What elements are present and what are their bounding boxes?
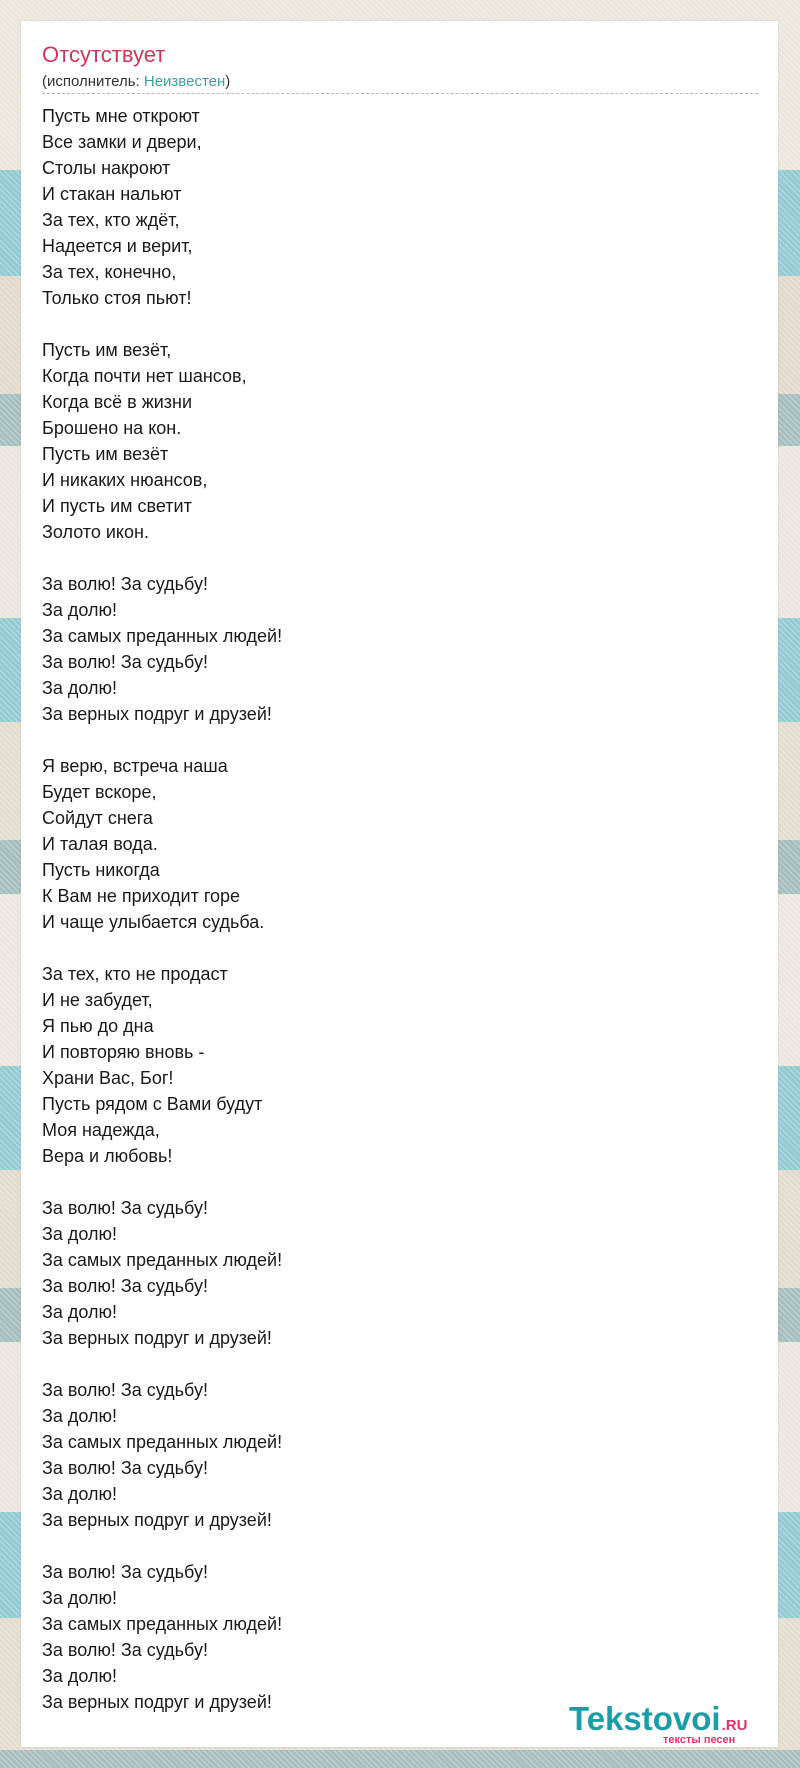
lyrics-stanza <box>42 1195 642 1351</box>
lyrics-line: За самых преданных людей! <box>42 1250 283 1270</box>
lyrics-stanza <box>42 1559 642 1715</box>
lyrics-line: Золото икон. <box>42 522 149 542</box>
lyrics-line: За верных подруг и друзей! <box>42 1692 272 1712</box>
lyrics-line: За самых преданных людей! <box>42 626 283 646</box>
artist-line <box>42 72 230 92</box>
lyrics-line: Столы накроют <box>42 158 171 178</box>
site-logo[interactable] <box>569 1701 759 1747</box>
logo-main-text: Tekstovoi <box>569 1700 721 1737</box>
lyrics-line: За волю! За судьбу! <box>42 1562 208 1582</box>
lyrics-line: За волю! За судьбу! <box>42 1276 208 1296</box>
lyrics-stanza <box>42 1377 642 1533</box>
lyrics-line: Моя надежда, <box>42 1120 160 1140</box>
lyrics-line: За волю! За судьбу! <box>42 1458 208 1478</box>
song-title: Отсутствует <box>42 42 166 67</box>
lyrics-stanza <box>42 337 642 545</box>
lyrics-line: За волю! За судьбу! <box>42 1640 208 1660</box>
title-divider <box>42 93 758 94</box>
lyrics-line: Храни Вас, Бог! <box>42 1068 174 1088</box>
lyrics-line: За самых преданных людей! <box>42 1432 283 1452</box>
lyrics-line: Вера и любовь! <box>42 1146 173 1166</box>
lyrics-line: За волю! За судьбу! <box>42 1198 208 1218</box>
logo-tagline: тексты песен <box>663 1734 736 1746</box>
lyrics-line: Я пью до дна <box>42 1016 154 1036</box>
lyrics-line: Пусть рядом с Вами будут <box>42 1094 263 1114</box>
lyrics-line: И не забудет, <box>42 990 153 1010</box>
lyrics-line: И стакан нальют <box>42 184 182 204</box>
lyrics-line: Только стоя пьют! <box>42 288 192 308</box>
lyrics-line: За верных подруг и друзей! <box>42 1510 272 1530</box>
lyrics-line: И чаще улыбается судьба. <box>42 912 265 932</box>
lyrics-line: И никаких нюансов, <box>42 470 208 490</box>
lyrics-line: Надеется и верит, <box>42 236 193 256</box>
lyrics-card <box>21 21 778 1747</box>
lyrics-line: За волю! За судьбу! <box>42 652 208 672</box>
lyrics-line: И повторяю вновь - <box>42 1042 205 1062</box>
lyrics-line: Пусть никогда <box>42 860 160 880</box>
lyrics-line: За тех, кто не продаст <box>42 964 228 984</box>
lyrics-line: Все замки и двери, <box>42 132 202 152</box>
lyrics-line: К Вам не приходит горе <box>42 886 241 906</box>
lyrics-line: За волю! За судьбу! <box>42 1380 208 1400</box>
lyrics-line: За тех, кто ждёт, <box>42 210 180 230</box>
lyrics-line: Пусть им везёт <box>42 444 169 464</box>
lyrics-stanza <box>42 753 642 935</box>
lyrics-line: За долю! <box>42 678 118 698</box>
lyrics-line: Сойдут снега <box>42 808 153 828</box>
lyrics-stanza <box>42 103 642 311</box>
lyrics-stanza <box>42 571 642 727</box>
lyrics-line: Я верю, встреча наша <box>42 756 228 776</box>
lyrics-line: За долю! <box>42 1302 118 1322</box>
lyrics-line: Когда всё в жизни <box>42 392 193 412</box>
lyrics-line: За верных подруг и друзей! <box>42 704 272 724</box>
artist-prefix: (исполнитель: <box>42 73 144 90</box>
lyrics-line: Пусть мне откроют <box>42 106 200 126</box>
lyrics-line: За самых преданных людей! <box>42 1614 283 1634</box>
lyrics-line: За долю! <box>42 1484 118 1504</box>
lyrics-line: За долю! <box>42 1224 118 1244</box>
lyrics-line: Брошено на кон. <box>42 418 182 438</box>
lyrics-line: За долю! <box>42 600 118 620</box>
logo-domain-suffix: .RU <box>721 1717 748 1734</box>
lyrics-line: За долю! <box>42 1406 118 1426</box>
lyrics-line: За верных подруг и друзей! <box>42 1328 272 1348</box>
lyrics-line: Когда почти нет шансов, <box>42 366 247 386</box>
artist-suffix: ) <box>225 73 231 90</box>
lyrics-line: И талая вода. <box>42 834 158 854</box>
lyrics-line: За волю! За судьбу! <box>42 574 208 594</box>
lyrics-line: Пусть им везёт, <box>42 340 172 360</box>
artist-link[interactable]: Неизвестен <box>143 73 226 90</box>
lyrics-text <box>42 103 642 1741</box>
lyrics-line: За тех, конечно, <box>42 262 177 282</box>
lyrics-line: За долю! <box>42 1666 118 1686</box>
lyrics-line: Будет вскоре, <box>42 782 157 802</box>
lyrics-line: И пусть им светит <box>42 496 192 516</box>
lyrics-line: За долю! <box>42 1588 118 1608</box>
lyrics-stanza <box>42 961 642 1169</box>
